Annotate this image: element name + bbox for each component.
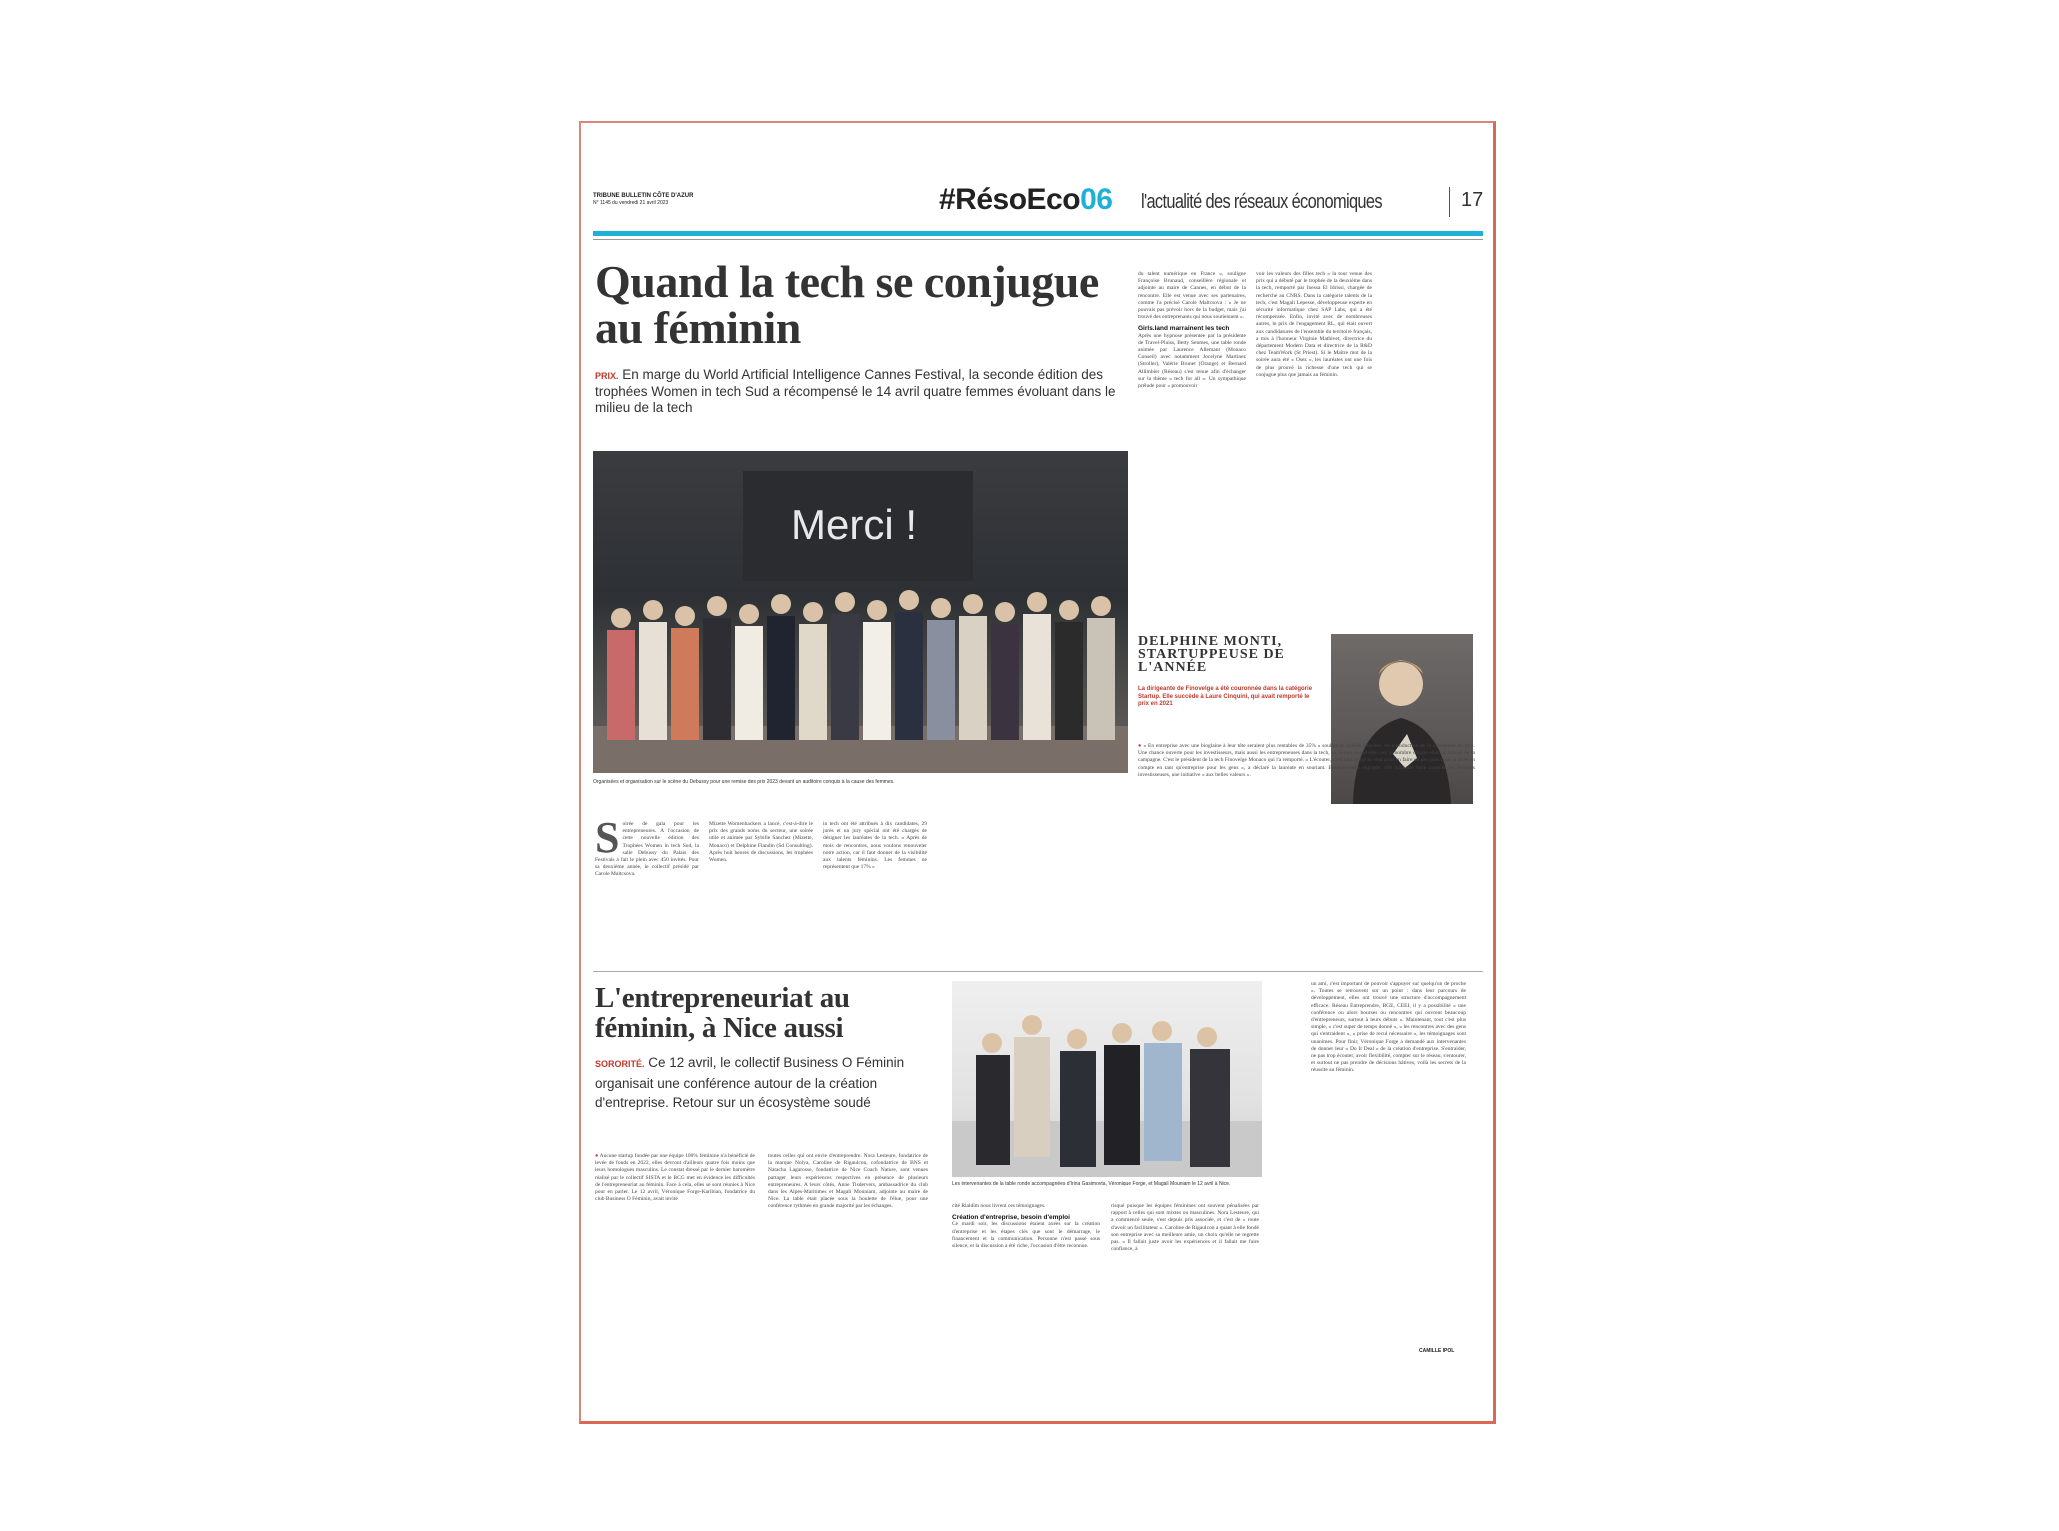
article1-column-5: voir les valeurs des filles tech » la tour venue des prix qui a débuté par le trophée de la deuxième dans la tech, remporté par Inessa El Idrissi, chargée de recherche au CNRS. Dans la catégorie talents de la tech, c'est Magali Lepesse, développeuse experte en sécurité informatique chez SAP Labs, qui a été récompensée. Enfin, invité avec de nombreuses autres, le prix de l'engagement RL, qui était ouvert aux candidatures de l'ensemble du territoire français, a mis à l'honneur Virginie Mathivet, directrice du département Modern Data et directrice de la R&D chez TeamWork (St Priest). Si le Maître mot de la soirée aura été « Osez », les lauréates ont une fois de plus prouvé la richesse d'une tech qui se conjugue plus que jamais au féminin. bbox=[1256, 271, 1372, 378]
header-divider bbox=[1449, 187, 1450, 217]
sidebar-intro: La dirigeante de Finovelge a été couronnée dans la catégorie Startup. Elle succède à Laure Cinquini, qui avait remporté le prix en 2021 bbox=[1138, 686, 1313, 707]
masthead-title: TRIBUNE BULLETIN CÔTE D'AZUR bbox=[593, 193, 694, 199]
gala-photo bbox=[593, 451, 1128, 773]
article2-lede bbox=[595, 1053, 935, 1112]
article1-column-4-text: du talent numérique en France », souligne Françoise Brunaud, conseillère régionale et adjointe au maire de Cannes, en début de la rencontre. Elle est venue avec ses partenaires, comme l'a précisé Carole Maltcsova : « Je ne pouvais pas prévoir hors de la budget, mais j'ai trouvé des entreprenants qui nous soutiennent ». bbox=[1138, 271, 1246, 321]
article2-column-1-text: Aucune startup fondée par une équipe 100% féminine n'a bénéficié de levée de fonds en 2022, elles devront d'ailleurs quatre fois moins que leurs homologues masculins. Le constat dressé par le dernier baromètre réalisé par le collectif SISTA et le BCG met en évidence les difficultés de l'entrepreneuriat au féminin. Face à cela, elles se sont réunies à Nice pour en parler. Le 12 avril, Véronique Forge-Karibian, fondatrice du club Business O Féminin, avait invité bbox=[595, 1153, 755, 1203]
article1-kicker: PRIX. bbox=[595, 371, 619, 381]
article2-column-1: ● Aucune startup fondée par une équipe 100% féminine n'a bénéficié de levée de fonds en 2022, elles devront d'ailleurs quatre fois moins que leurs homologues masculins. Le constat dressé par le dernier baromètre réalisé par le collectif SISTA et le BCG met en évidence les difficultés de l'entrepreneuriat au féminin. Face à cela, elles se sont réunies à Nice pour en parler. Le 12 avril, Véronique Forge-Karibian, fondatrice du club Business O Féminin, avait invité bbox=[595, 1153, 755, 1203]
article2-kicker: SORORITÉ. bbox=[595, 1059, 645, 1069]
article2-column-3 bbox=[952, 1203, 1100, 1250]
article2-signature: CAMILLE IPOL bbox=[1419, 1348, 1455, 1354]
article2-column-3-text: cité Rialdim nous livrent ces témoignages. bbox=[952, 1203, 1046, 1209]
article1-column-1 bbox=[595, 813, 699, 879]
nice-photo-caption: Les intervenantes de la table ronde accompagnées d'Irina Gasimovta, Véronique Forge, et Magali Mouniam le 12 avril à Nice. bbox=[952, 1181, 1231, 1187]
hashtag-number: 06 bbox=[1080, 183, 1113, 216]
article1-column-1-text: oirée de gala pour les entrepreneures. A l'occasion de cette nouvelle édition des Trophées Women in tech Sud, la salle Debussy du Palais des Festivals a fait le plein avec 450 invités. Pour sa deuxième année, le collectif présidé par Carole Maltcsova. bbox=[595, 821, 699, 878]
page-number: 17 bbox=[1461, 189, 1484, 211]
article2-title: L'entrepreneuriat au féminin, à Nice aussi bbox=[595, 982, 850, 1044]
article2-column-4: risqué puisque les équipes féminines ont souvent pénalisées par rapport à celles qui sont mixtes ou masculines. Nora Lesteure, qui a commencé seule, s'est depuis pris associée, et c'est de « route d'avoir un facilitateur ». Caroline de Rigaulcon a quant à elle fondé son entreprise avec sa meilleure amie, un choix qu'elle ne regrette pas. « Il fallait juste avoir les expériences et il fallait me faire confiance, à bbox=[1111, 1203, 1259, 1253]
nice-conference-photo bbox=[952, 981, 1262, 1177]
article1-column-4-text2: Après une hypnose présentée par la présidente de Travel-Pluiss, Betty Senmes, une table ronde animée par Laurence Allemant (Monaco Conseil) avec notamment Jocelyne Martinez (Stroller), Valérie Brunet (Orange) et Bernard Allimbier (Réseau) s'est tenue afin d'échanger sur la thème « tech for all ». Un sympathique prélude pour « promouvoir bbox=[1138, 332, 1246, 390]
article1-title: Quand la tech se conjugue au féminin bbox=[595, 256, 1099, 353]
header-rule-thin bbox=[593, 239, 1483, 240]
masthead-issue: N° 1145 du vendredi 21 avril 2023 bbox=[593, 200, 669, 206]
article2-column-3-text2: Ce mardi soir, les discussions étaient axées sur la création d'entreprise et les étapes clés que sont le démarrage, le financement et la communication. Personne n'est passé sous silence, et la discussion a été riche, l'occasion d'être reconnue. bbox=[952, 1221, 1100, 1250]
article1-lede-text: En marge du World Artificial Intelligence Cannes Festival, la seconde édition des trophées Women in tech Sud a récompensé le 14 avril quatre femmes évoluant dans le milieu de la tech bbox=[595, 367, 1116, 415]
newspaper-page bbox=[579, 121, 1496, 1424]
article2-column-2: toutes celles qui ont envie d'entreprendre. Nora Lesteure, fondatrice de la marque Nolya, Caroline de Rigaulcon, cofondatrice de BNS et Natacha Lagarosse, fondatrice de Nice Coach Nature, sont venues partager leurs expériences respectives en présence de plusieurs entrepreneures. A leurs côtés, Anne Tisdervers, ambassadrice du club dans les Alpes-Maritimes et Magali Mouniam, adjointe au maire de Nice. La table était placée sous la houlette de l'élue, pour une conférence rythmée en grande majorité par les échanges. bbox=[768, 1153, 928, 1210]
article2-column-5: un ami, c'est important de pouvoir s'appuyer sur quelqu'un de proche ». Toutes se retrouvent sur un point : dans leur parcours de développement, elles ont trouvé une structure d'accompagnement efficace. Réseau Entreprendre, BGE, CEEI, il y a possibilité « une conférence ou alors bourses ou rencontres qui ouvrent beaucoup d'entrepreneurs, surtout à leurs débuts ». Maintenant, tout c'est plus simple, « c'est super de temps donné », « les rencontres avec des gens qui s'entraident », « prise de recul nécessaire », les témoignages sont unanimes. Pour finir, Véronique Forge a demandé aux intervenantes de donner leur « Do It Deal » de la création d'entreprise. S'entraider, ne pas trop écouter, avoir flexibilité, compter sur le réseau, s'entourer, et surtout ne pas prendre de décisions hâtives, voilà les secrets de la réussite au féminin. bbox=[1311, 981, 1466, 1074]
hashtag-prefix: #RésoEco bbox=[939, 183, 1081, 216]
article2-lede-text: Ce 12 avril, le collectif Business O Féminin organisait une conférence autour de la création d'entreprise. Retour sur un écosystème soudé bbox=[595, 1055, 905, 1110]
screen-text: Merci ! bbox=[791, 501, 917, 548]
article1-column-4-subhead: Girls.land marrainent les tech bbox=[1138, 325, 1230, 333]
header-rule-blue bbox=[593, 231, 1483, 236]
conference-group-illustration bbox=[952, 981, 1262, 1177]
article1-column-2: Mizette Womenhackers a lancé, c'est-à-dire le prix des grands noms du secteur, une soirée utile et animée par Sybille Sanchez (Mizette, Monaco) et Delphine Flandin (Sd Consulting). Après huit heures de discussions, les trophées Women. bbox=[709, 821, 813, 864]
article1-column-3: in tech ont été attribués à dix candidates, 29 jurés et un jury spécial ont été chargés de désigner les lauréates de la tech. « Après de mois de rencontres, nous voulons renouveler notre action, car il faut donner de la visibilité aux talents féminins. Les femmes ne représentent que 17% » bbox=[823, 821, 927, 871]
article1-lede bbox=[595, 367, 1135, 416]
article2-column-3-subhead: Création d'entreprise, besoin d'emploi bbox=[952, 1214, 1070, 1222]
group-of-women-illustration bbox=[593, 576, 1128, 773]
gala-photo-caption: Organisées et organisation sur le scène du Debussy pour une remise des prix 2023 devant un auditoire conquis à la cause des femmes. bbox=[593, 779, 895, 785]
article1-column-4 bbox=[1138, 271, 1246, 390]
sidebar-body: ● « En entreprise avec une bioglaine à leur tête seraient plus rentables de 35% » soulignait Sybille Sanchez, en introduction de la cérémonie du prix. Une chance ouverte pour les investisseurs, mais aussi les entrepreneuses dans la tech, au moins quand elles ont le nombre d'entre elles un travail de la campagne. C'est le président de la tech Finovelge Monaco qui l'a remporté. « L'écouter, c'est tout ce qu'on veut pour en faire un peu plus pour la prise en compte en tant qu'entreprise pour les gens », a déclaré la lauréate en souriant. Entrepreneure engagée, elle souhaite faire avancer les femmes investisseuses, une initiative « aux belles valeurs ». bbox=[1138, 743, 1476, 778]
sidebar-body-text: « En entreprise avec une bioglaine à leur tête seraient plus rentables de 35% » soulignait Sybille Sanchez, en introduction de la cérémonie du prix. Une chance ouverte pour les investisseurs, mais aussi les entrepreneuses dans la tech, au moins quand elles ont le nombre d'entre elles un travail de la campagne. C'est le président de la tech Finovelge Monaco qui l'a remporté. « L'écouter, c'est tout ce qu'on veut pour en faire un peu plus pour la prise en compte en tant qu'entreprise pour les gens », a déclaré la lauréate en souriant. Entrepreneure engagée, elle souhaite faire avancer les femmes investisseuses, une initiative « aux belles valeurs ». bbox=[1138, 743, 1476, 778]
article2-top-rule bbox=[593, 971, 1483, 972]
article1-dropcap: S bbox=[595, 813, 620, 862]
section-hashtag bbox=[939, 183, 1112, 217]
sidebar-title: DELPHINE MONTI, STARTUPPEUSE DE L'ANNÉE bbox=[1138, 634, 1285, 675]
masthead-left bbox=[593, 193, 743, 207]
section-subtitle: l'actualité des réseaux économiques bbox=[1141, 191, 1382, 213]
